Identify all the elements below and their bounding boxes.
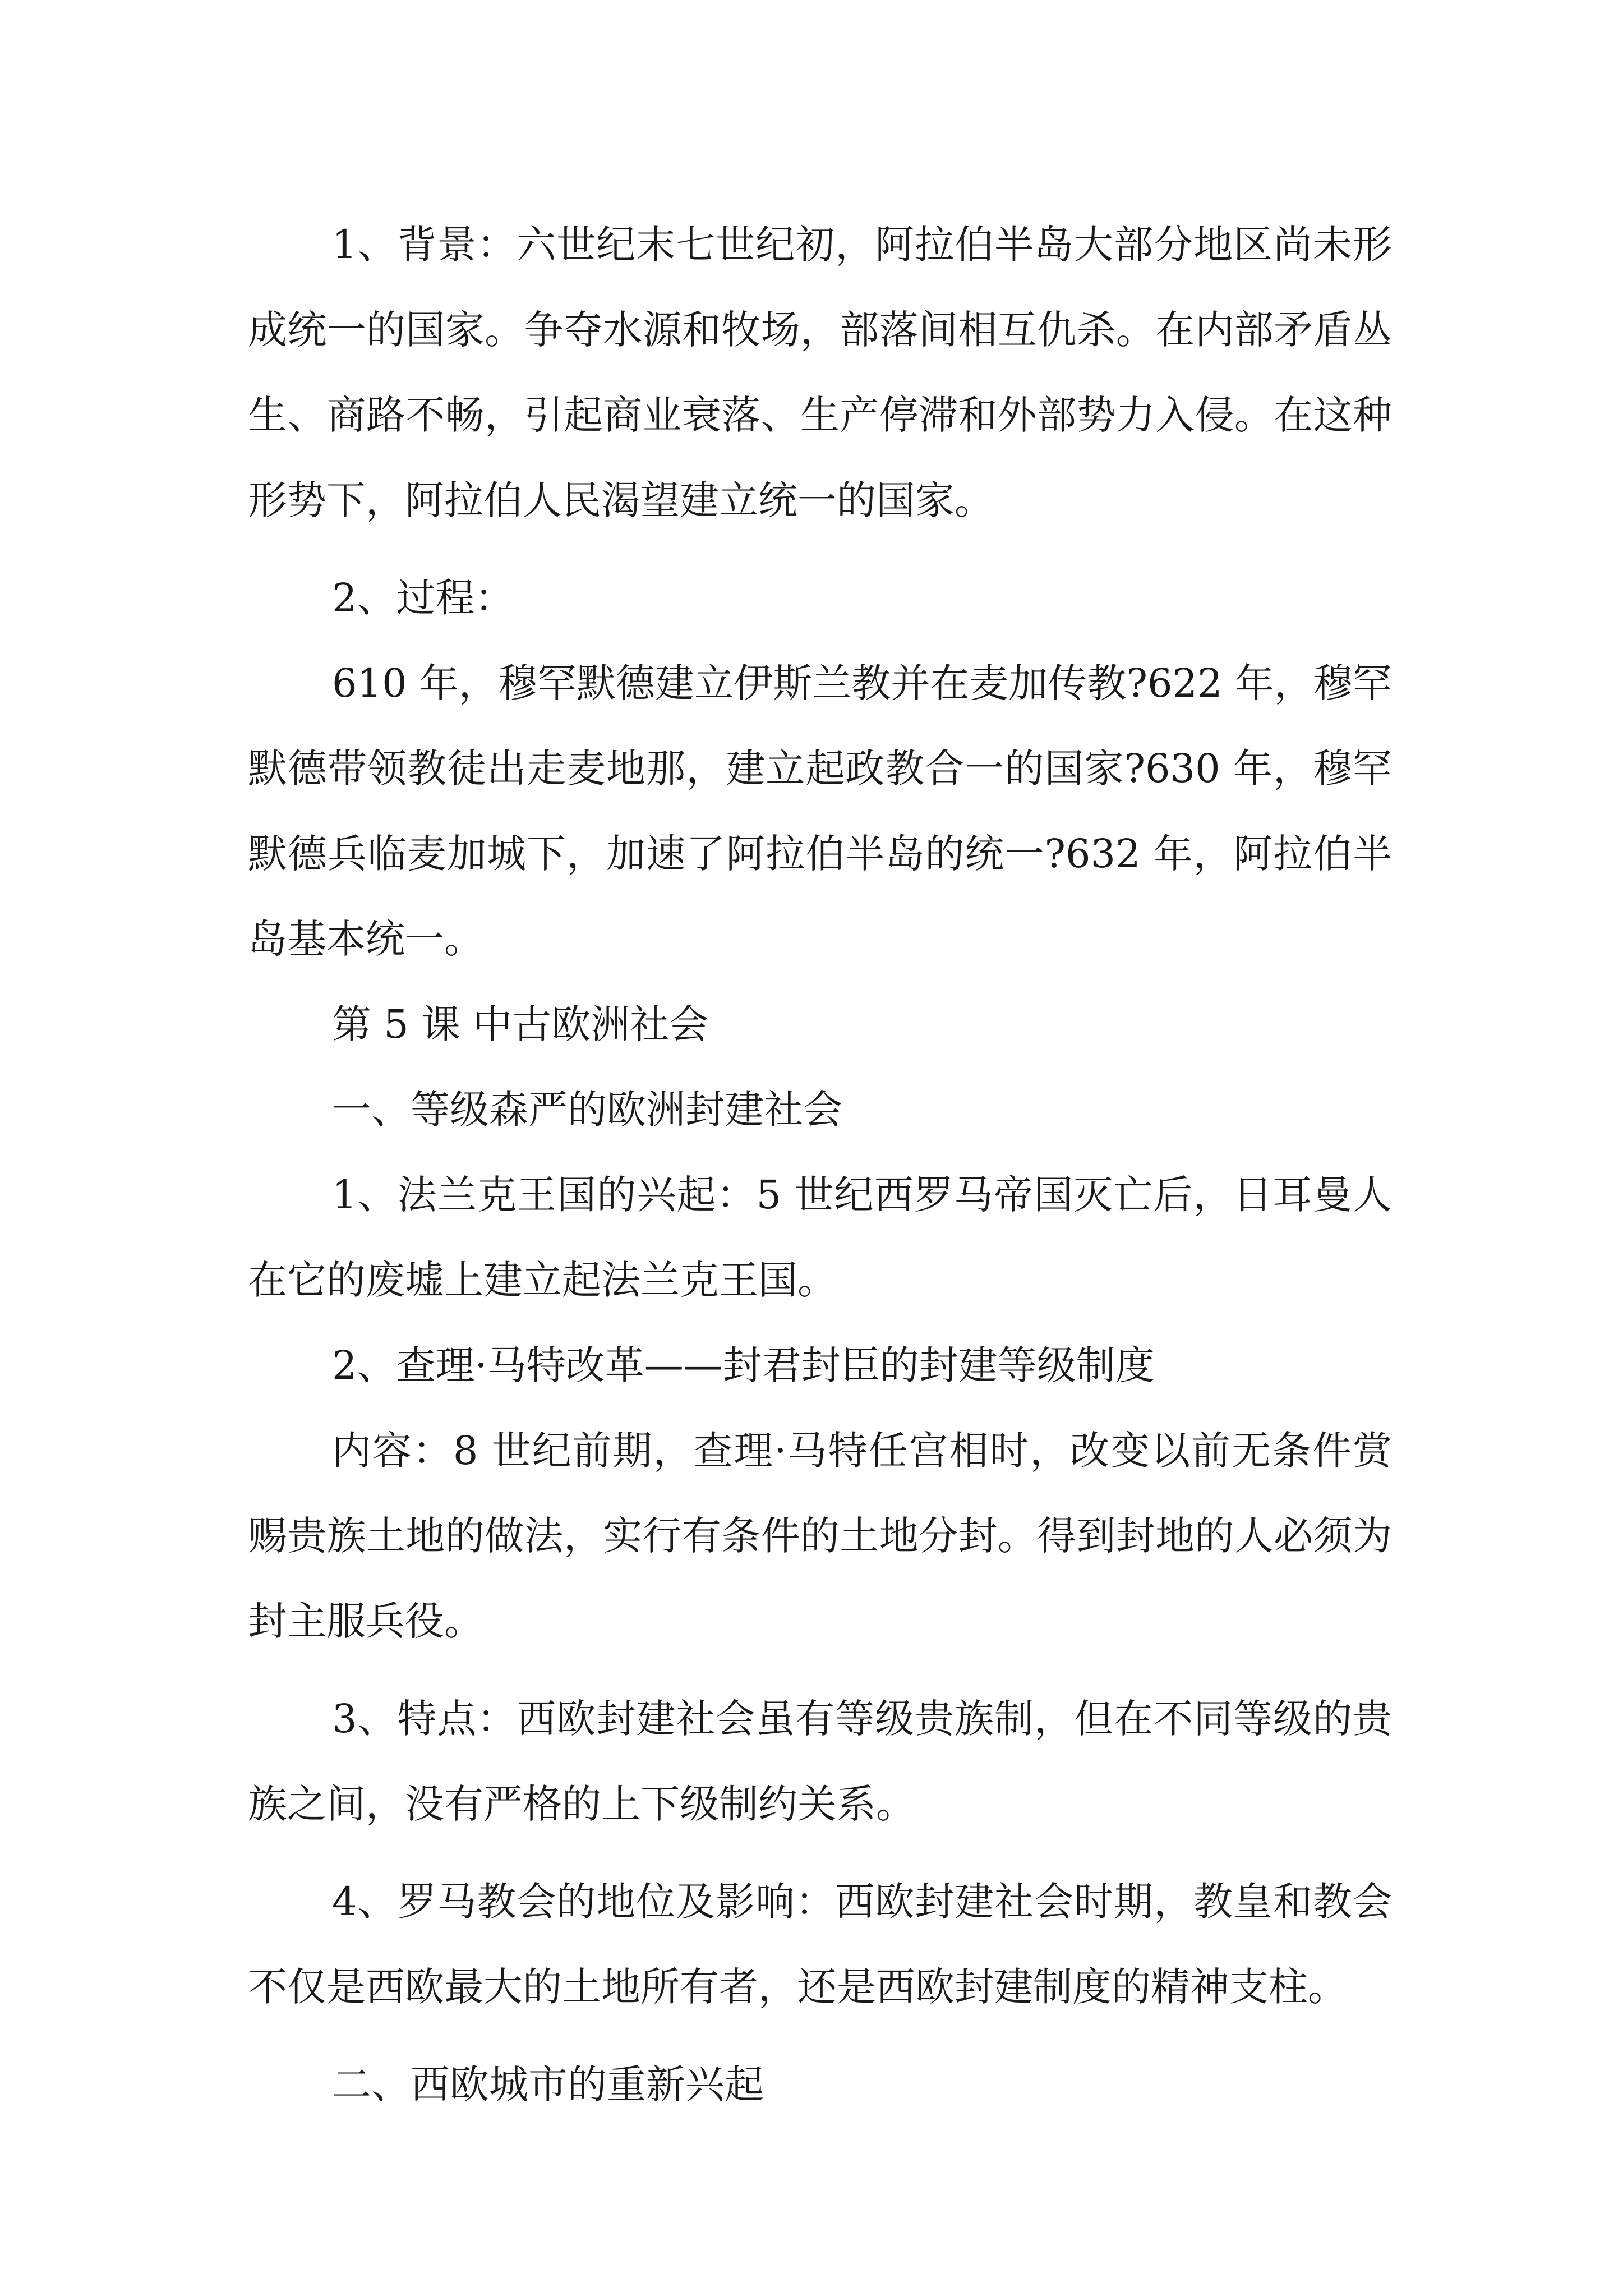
paragraph-process-heading: 2、过程： xyxy=(332,575,514,621)
paragraph-reform-content: 内容：8 世纪前期，查理·马特任宫相时，改变以前无条件赏赐贵族土地的做法，实行有条件的土地分封。得到封地的人必须为封主服兵役。 xyxy=(248,1428,1392,1644)
paragraph-roman-church: 4、罗马教会的地位及影响：西欧封建社会时期，教皇和教会不仅是西欧最大的土地所有者，还是西欧封建制度的精神支柱。 xyxy=(248,1879,1392,2010)
paragraph-frankish-kingdom: 1、法兰克王国的兴起：5 世纪西罗马帝国灭亡后，日耳曼人在它的废墟上建立起法兰克王国。 xyxy=(248,1172,1392,1303)
section-heading-feudal-society: 一、等级森严的欧洲封建社会 xyxy=(332,1087,842,1133)
paragraph-martel-reform: 2、查理·马特改革——封君封臣的封建等级制度 xyxy=(332,1342,1155,1388)
paragraph-process-timeline: 610 年，穆罕默德建立伊斯兰教并在麦加传教?622 年，穆罕默德带领教徒出走麦地那，建立起政教合一的国家?630 年，穆罕默德兵临麦加城下，加速了阿拉伯半岛的统一?632 年，阿拉伯半岛基本统一。 xyxy=(248,660,1392,962)
section-heading-cities: 二、西欧城市的重新兴起 xyxy=(332,2062,764,2108)
paragraph-background: 1、背景：六世纪末七世纪初，阿拉伯半岛大部分地区尚未形成统一的国家。争夺水源和牧场，部落间相互仇杀。在内部矛盾丛生、商路不畅，引起商业衰落、生产停滞和外部势力入侵。在这种形势下，阿拉伯人民渴望建立统一的国家。 xyxy=(248,222,1392,523)
paragraph-characteristics: 3、特点：西欧封建社会虽有等级贵族制，但在不同等级的贵族之间，没有严格的上下级制约关系。 xyxy=(248,1696,1392,1827)
lesson-title: 第 5 课 中古欧洲社会 xyxy=(332,1001,709,1047)
document-body xyxy=(248,202,1392,2127)
